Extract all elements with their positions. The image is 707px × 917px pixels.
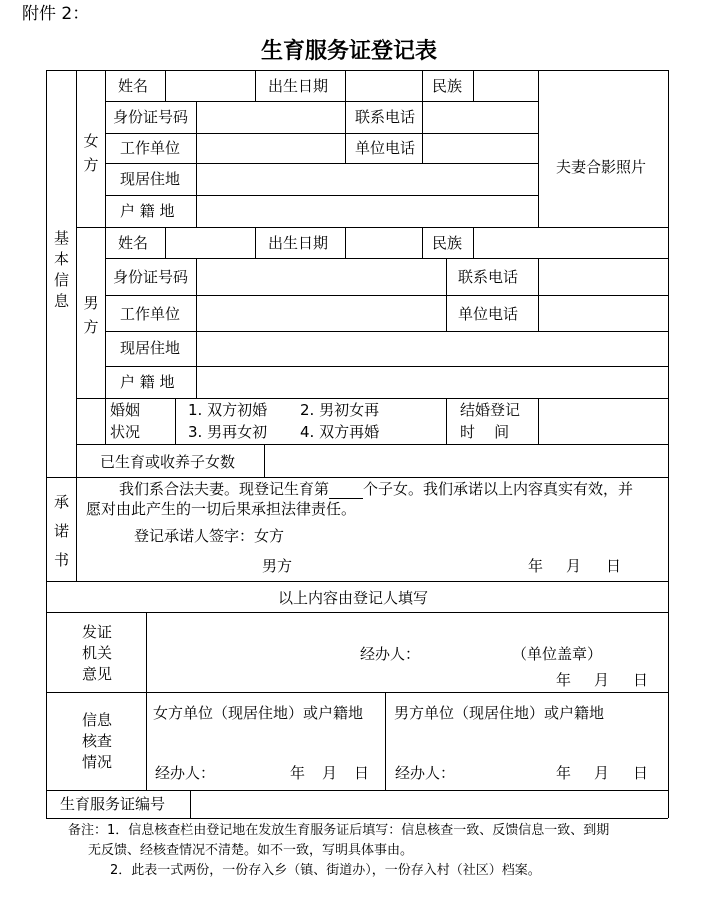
female-household-label: 户 籍 地	[120, 202, 175, 220]
issuing-seal: （单位盖章）	[512, 645, 603, 663]
verification-male-year: 年	[556, 764, 572, 782]
page-title: 生育服务证登记表	[261, 39, 438, 64]
verification-female-year: 年	[290, 764, 306, 782]
male-name-label: 姓名	[118, 234, 149, 252]
male-id-label: 身份证号码	[113, 268, 189, 286]
verification-label: 信息核查情况	[81, 711, 112, 771]
marriage-reg-time-1: 结婚登记	[460, 401, 521, 419]
marriage-option-4: 4. 双方再婚	[300, 423, 380, 441]
female-name-label: 姓名	[118, 77, 149, 95]
certificate-number-label: 生育服务证编号	[60, 795, 166, 813]
attachment-label: 附件 2：	[22, 4, 90, 24]
issuing-handler: 经办人：	[360, 645, 421, 663]
marriage-option-3: 3. 男再女初	[188, 423, 268, 441]
marriage-option-2: 2. 男初女再	[300, 401, 380, 419]
verification-female-month: 月	[322, 764, 338, 782]
verification-male-handler: 经办人：	[395, 764, 456, 782]
commitment-day: 日	[606, 557, 622, 575]
note-line-3: 2．此表一式两份，一份存入乡（镇、街道办），一份存入村（社区）档案。	[110, 863, 541, 878]
commitment-year: 年	[528, 557, 544, 575]
male-label: 男方	[83, 294, 99, 336]
verification-female-handler: 经办人：	[155, 764, 216, 782]
male-household-label: 户 籍 地	[120, 373, 175, 391]
female-address-label: 现居住地	[120, 170, 181, 188]
male-ethnicity-label: 民族	[432, 234, 463, 252]
section-basic-info: 基本信息	[53, 229, 69, 310]
male-address-label: 现居住地	[120, 339, 181, 357]
female-unit-phone-label: 单位电话	[355, 139, 416, 157]
issuing-label: 发证机关意见	[81, 623, 112, 683]
commitment-label: 承诺书	[53, 493, 69, 569]
male-unit-phone-label: 单位电话	[458, 305, 519, 323]
signature-female-label: 登记承诺人签字：女方	[134, 527, 285, 545]
female-label: 女方	[83, 132, 99, 174]
commitment-month: 月	[566, 557, 582, 575]
verification-male-month: 月	[594, 764, 610, 782]
marriage-label-2: 状况	[110, 423, 141, 441]
male-birth-date-label: 出生日期	[268, 234, 329, 252]
male-work-unit-label: 工作单位	[120, 305, 181, 323]
photo-label: 夫妻合影照片	[556, 158, 647, 176]
verification-female-day: 日	[354, 764, 370, 782]
issuing-day: 日	[633, 671, 649, 689]
verification-male-unit: 男方单位（现居住地）或户籍地	[394, 704, 605, 722]
female-work-unit-label: 工作单位	[120, 139, 181, 157]
marriage-reg-time-2: 时 间	[460, 423, 510, 441]
children-label: 已生育或收养子女数	[100, 453, 236, 471]
male-phone-label: 联系电话	[458, 268, 519, 286]
marriage-option-1: 1. 双方初婚	[188, 401, 268, 419]
female-phone-label: 联系电话	[355, 108, 416, 126]
issuing-year: 年	[556, 671, 572, 689]
commitment-text-2: 愿对由此产生的一切后果承担法律责任。	[86, 500, 357, 518]
verification-male-day: 日	[633, 764, 649, 782]
female-id-label: 身份证号码	[113, 108, 189, 126]
commitment-text-1: 我们系合法夫妻。现登记生育第 个子女。我们承诺以上内容真实有效，并	[119, 480, 634, 498]
note-line-1: 备注：1．信息核查栏由登记地在发放生育服务证后填写：信息核查一致、反馈信息一致、到期	[68, 823, 610, 838]
marriage-label-1: 婚姻	[110, 401, 141, 419]
filled-by-note: 以上内容由登记人填写	[278, 589, 429, 607]
verification-female-unit: 女方单位（现居住地）或户籍地	[153, 704, 364, 722]
note-line-2: 无反馈、经核查情况不清楚。如不一致，写明具体事由。	[88, 843, 414, 858]
female-birth-date-label: 出生日期	[268, 77, 329, 95]
signature-male-label: 男方	[262, 557, 293, 575]
issuing-month: 月	[594, 671, 610, 689]
female-ethnicity-label: 民族	[432, 77, 463, 95]
